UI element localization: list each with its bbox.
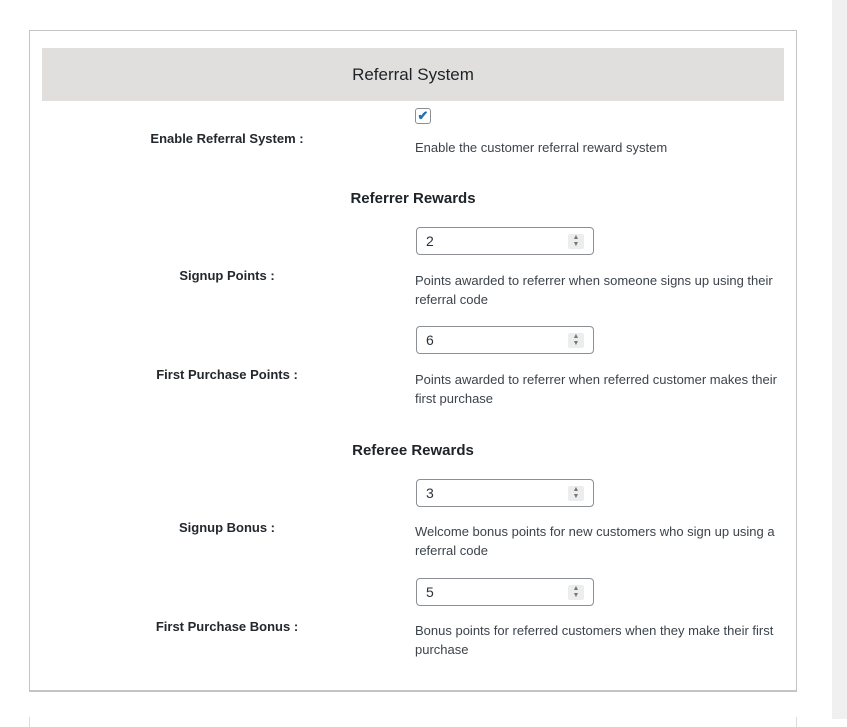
signup-points-input[interactable] — [416, 227, 594, 255]
spinner-icon[interactable]: ▲ ▼ — [568, 234, 584, 249]
enable-referral-description: Enable the customer referral reward system — [415, 140, 668, 155]
referee-rewards-heading: Referee Rewards — [352, 442, 474, 459]
enable-referral-label: Enable Referral System : — [150, 131, 304, 146]
first-purchase-bonus-input[interactable] — [416, 578, 594, 606]
first-purchase-points-description: Points awarded to referrer when referred customer makes their first purchase — [415, 372, 777, 406]
signup-bonus-input[interactable] — [416, 479, 594, 507]
input-value: 6 — [426, 332, 434, 348]
first-purchase-points-label: First Purchase Points : — [156, 367, 298, 382]
referrer-rewards-heading: Referrer Rewards — [350, 190, 476, 207]
first-purchase-bonus-description: Bonus points for referred customers when they make their first purchase — [415, 623, 774, 657]
signup-points-description: Points awarded to referrer when someone signs up using their referral code — [415, 273, 773, 307]
input-value: 5 — [426, 584, 434, 600]
signup-bonus-description: Welcome bonus points for new customers who sign up using a referral code — [415, 524, 775, 558]
input-value: 2 — [426, 233, 434, 249]
first-purchase-bonus-label: First Purchase Bonus : — [155, 619, 299, 634]
spinner-icon[interactable]: ▲ ▼ — [568, 333, 584, 348]
spinner-icon[interactable]: ▲ ▼ — [568, 486, 584, 501]
scrollbar-track[interactable] — [832, 0, 847, 719]
signup-bonus-label: Signup Bonus : — [178, 520, 276, 535]
first-purchase-points-input[interactable] — [416, 326, 594, 354]
signup-points-label: Signup Points : — [179, 268, 275, 283]
panel-title: Referral System — [42, 48, 784, 101]
spinner-icon[interactable]: ▲ ▼ — [568, 585, 584, 600]
checkmark-icon: ✔ — [417, 108, 429, 123]
input-value: 3 — [426, 485, 434, 501]
referral-settings-panel — [29, 30, 797, 692]
enable-referral-checkbox[interactable] — [415, 108, 431, 124]
